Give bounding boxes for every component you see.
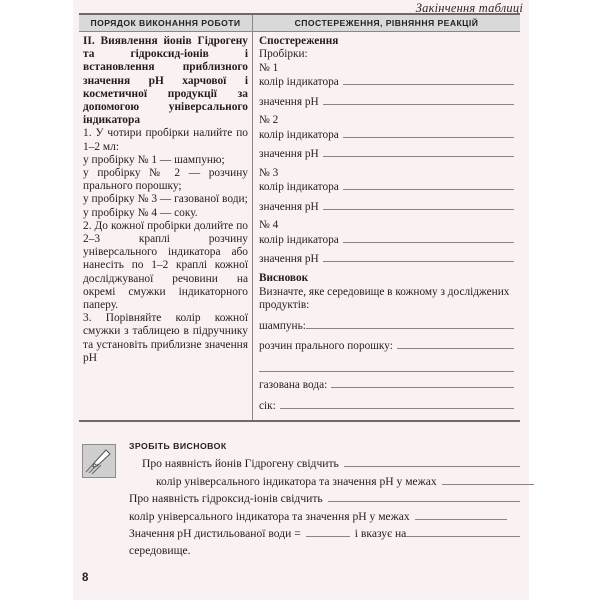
conclusion-line-2 (156, 473, 520, 491)
conclusion-label-5a: Значення рН дистильованої води = (129, 527, 301, 540)
tube-4-ph-row (259, 252, 514, 266)
tube-4-number: № 4 (259, 219, 279, 232)
tube-2-ph-input[interactable] (323, 147, 514, 157)
running-head: Закінчення таблиці (415, 1, 523, 15)
product-row-soda (259, 378, 514, 392)
tube-2-color-row (259, 128, 514, 142)
conclusion-line-1 (142, 455, 520, 473)
product-input-detergent-cont[interactable] (259, 361, 514, 372)
pencil-in-square-icon (82, 444, 116, 478)
table-header-procedure: ПОРЯДОК ВИКОНАННЯ РОБОТИ (90, 18, 241, 28)
tube-4-color-label: колір індикатора (259, 233, 339, 246)
conclusion-label-1: Про наявність йонів Гідрогену свідчить (142, 457, 339, 470)
product-input-shampoo[interactable] (306, 319, 514, 329)
conclusion-label-3: Про наявність гідроксид-іонів свідчить (129, 492, 323, 505)
conclusion-body (129, 441, 520, 558)
procedure-step-3: 3. Порівняйте колір кожної смужки з таблицею в підручнику та установіть приблизне значення рН (83, 312, 248, 364)
tube-3-color-label: колір індикатора (259, 181, 339, 194)
lab-work-table (79, 13, 520, 422)
product-label-soda: газована вода: (259, 379, 328, 392)
tube-2-color-input[interactable] (343, 128, 514, 138)
procedure-step-1: 1. У чотири пробірки налийте по 1–2 мл: (83, 127, 248, 153)
tube-1-ph-label: значення рН (259, 95, 319, 108)
page-number: 8 (82, 572, 89, 584)
table-header-observations: СПОСТЕРЕЖЕННЯ, РІВНЯННЯ РЕАКЦІЙ (252, 15, 520, 31)
conclusion-label-4: колір універсального індикатора та значення рН у межах (129, 509, 410, 523)
result-instruction: Визначте, яке середовище в кожному з досліджених продуктів: (259, 285, 510, 312)
conclusion-input-ph-value[interactable] (306, 525, 350, 537)
procedure-heading: ІІ. Виявлення йонів Гідрогену та гідроксид-іонів і встановлення приблизного значення рН харчової і косметичної продукції за допомогою універсального індикатора (83, 35, 248, 127)
procedure-step-1-item-3: у пробірку № 3 — газованої води; (83, 193, 248, 206)
conclusion-label-5b: і вказує на (354, 527, 407, 540)
tube-1-ph-input[interactable] (323, 95, 514, 105)
procedure-step-2: 2. До кожної пробірки долийте по 2–3 краплі розчину універсального індикатора або нанесіть по 1–2 краплі кожної досліджуваної речовини на окремі смужки індикаторного паперу. (83, 219, 248, 312)
product-label-juice: сік: (259, 399, 276, 412)
tube-4-ph-input[interactable] (323, 252, 514, 262)
observations-subheading: Пробірки: (259, 48, 308, 61)
tube-3-number: № 3 (259, 166, 279, 179)
tube-4-color-row (259, 233, 514, 247)
tube-1-color-input[interactable] (343, 75, 514, 85)
table-body-row (79, 32, 520, 420)
conclusion-label-2: колір універсального індикатора та значення рН у межах (156, 474, 437, 488)
product-label-shampoo: шампунь: (259, 319, 306, 332)
product-row-shampoo (259, 319, 514, 333)
tube-3-ph-input[interactable] (323, 200, 514, 210)
tube-4-color-input[interactable] (343, 233, 514, 243)
conclusion-input-1[interactable] (344, 455, 520, 467)
conclusion-title: ЗРОБІТЬ ВИСНОВОК (129, 441, 227, 451)
tube-3-color-row (259, 180, 514, 194)
product-label-detergent: розчин прального порошку: (259, 340, 393, 353)
observations-heading: Спостереження (259, 35, 339, 47)
procedure-step-1-item-1: у пробірку № 1 — шампуню; (83, 153, 225, 166)
observations-cell (252, 32, 520, 420)
product-input-detergent[interactable] (397, 339, 514, 349)
procedure-step-1-item-2: у пробірку № 2 — розчину прального порошку; (83, 167, 248, 193)
tube-1-ph-row (259, 95, 514, 109)
product-input-soda[interactable] (331, 378, 514, 388)
conclusion-line-6: середовище. (129, 543, 191, 557)
tube-1-number: № 1 (259, 61, 279, 74)
tube-3-ph-label: значення рН (259, 200, 319, 213)
tube-3-color-input[interactable] (343, 180, 514, 190)
result-heading: Висновок (259, 272, 309, 285)
tube-1-color-label: колір індикатора (259, 76, 339, 89)
table-header-row (79, 15, 520, 32)
product-row-juice (259, 399, 514, 413)
tube-4-ph-label: значення рН (259, 253, 319, 266)
conclusion-line-4 (129, 508, 520, 526)
product-input-juice[interactable] (280, 399, 514, 409)
conclusion-input-2[interactable] (442, 473, 534, 485)
tube-2-ph-label: значення рН (259, 148, 319, 161)
tube-2-ph-row (259, 147, 514, 161)
procedure-cell (79, 32, 252, 420)
conclusion-input-medium[interactable] (406, 525, 520, 537)
conclusion-input-3[interactable] (328, 490, 520, 502)
tube-2-number: № 2 (259, 114, 279, 127)
tube-1-color-row (259, 75, 514, 89)
product-row-detergent (259, 339, 514, 353)
tube-3-ph-row (259, 200, 514, 214)
procedure-step-1-item-4: у пробірку № 4 — соку. (83, 206, 198, 219)
tube-2-color-label: колір індикатора (259, 128, 339, 141)
conclusion-block (79, 441, 520, 558)
conclusion-line-3 (129, 490, 520, 508)
conclusion-input-4[interactable] (415, 508, 507, 520)
conclusion-line-5 (129, 525, 520, 543)
